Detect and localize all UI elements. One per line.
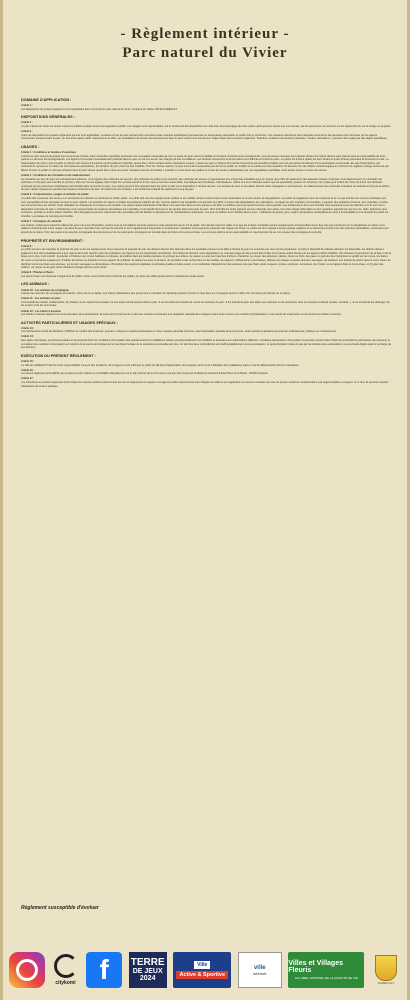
- article-text: Le présent règlement sera affiché aux entrées du parc naturel et consultable intégralement sur le site internet de la commune et au sein des locaux de la Mairie de Garéoult située Place de la Mairie - 83136 Garéoult.: [21, 372, 269, 376]
- article-text: Les enfants, notamment quand ils utilisent les jeux mis à leur disposition, restent sous la surveillance de leurs parents ou des personnes qui en ont la garde. Ces derniers devront veiller à ce que les enfants n'accèdent qu'aux équipements correspondant à leur âge tels que mentionné sur la signalétique en place et les utilisent conformément à leur usage. Les aires de jeux répondent aux normes de sécurité et sont régulièrement inspectées et entretenues. Certaines zones peuvent présenter des risques de chute. Le public est donc appelé à la plus grande vigilance et ne devra pas circuler hors des chemins matérialisés, notamment aux abords de la rivière. Pour des raisons de sécurité, la baignade des personnes et de tout animal de compagnie est interdite dans la rivière et les pièces d'eau. La commune décline toute responsabilité en cas d'accident lié au non-respect des consignes de sécurité.: [21, 223, 389, 234]
- citykomi-logo[interactable]: [52, 952, 80, 988]
- article-text: Il est interdit de troubler, d'effaroucher, de chasser ou de capturer les oiseaux ou tout autre animal présent dans le parc. Il est formellement interdit de nourrir les animaux du parc. Il est interdit de jeter des objets aux animaux ou de poursuivre ceux se trouvant en liberté (poules, canards...). Il est interdit de les déranger, de les exciter et de les tourmenter.: [21, 300, 390, 308]
- citykomi-icon: [54, 954, 78, 978]
- article-text: L'accès des animaux de compagnie est interdit, même tenus en laisse. Les chiens d'assistance aux personnes en situation de handicap peuvent circuler en tous lieux en compagnie de leur maître s'ils sont tenus au harnais ou en laisse.: [21, 292, 291, 296]
- terre-label-1: TERRE: [130, 957, 165, 968]
- ville-label-2: internet: [253, 970, 267, 976]
- citykomi-label: citykomi: [55, 980, 76, 986]
- ville-internet-logo: [238, 952, 282, 988]
- article-title: Article 10 : Les animaux de compagnie: [21, 288, 69, 292]
- crest-shield-icon: [375, 955, 397, 981]
- article-title: Article 17 :: [21, 377, 35, 381]
- article-text: Des règles techniques, environnementales et de propreté fixant les conditions d'occupation des emplacements et installations utilisés exceptionnellement sont établies et annexées aux autorisations délivrées. Certaines autorisations d'occupation temporaire peuvent faire l'objet de prescriptions particulières qui précisent et complètent les conditions d'occupation en fonction de la nature de l'événement et membrent la base de la redevance éventuellement due. Un état des lieux contradictoire est établi préalablement à toute occupation, et après libération totale du site par les titulaires des autorisations, les éventuels dégâts étant à la charge de ces derniers.: [21, 339, 391, 350]
- article-text: Les infractions au présent règlement feront l'objet d'un procès-verbal conformément aux lois et règlements en vigueur. Les agents publics assermentés sont chargés de veiller à son application et pourront constater par voie de procès-verbal les contraventions à la réglementation en vigueur. À ce titre, ils pourront requérir l'assistance de la force publique.: [21, 380, 389, 388]
- section-heading: PROPRETÉ ET ENVIRONNEMENT :: [21, 238, 85, 243]
- article-text: Il est strictement interdit de distribuer, d'afficher ou vendre des imprimés, journaux, insignes ou objets quelconques et d'une manière générale d'exercer, sauf autorisation spéciale de la commune, toute activité à caractère commercial, professionnel, politique ou confessionnel.: [21, 330, 337, 334]
- terre-de-jeux-logo: [129, 952, 167, 988]
- article-title: Article 7 : Consignes de sécurité: [21, 220, 62, 224]
- article-text: Les dispositions du présent règlement sont applicables dans l'enceinte du parc naturel du Vivier, Fontaine de Claste, 83136 GAREOULT.: [21, 107, 178, 111]
- section-heading: ACTIVITÉS PARTICULIÈRES ET USAGES SPÉCIAUX :: [21, 320, 118, 325]
- section-heading: DOMAINE D'APPLICATION :: [21, 98, 72, 102]
- villes-villages-fleuris-logo: [288, 952, 364, 988]
- article-title: Article 11 : Les animaux du parc: [21, 297, 61, 301]
- facebook-icon[interactable]: f: [86, 952, 122, 988]
- fleuris-label-1: Villes et Villages Fleuris: [288, 960, 343, 974]
- article-text: Les hôtels à insectes agissent sur la conservation de la biodiversité. Ils sont pour but de fournir un abri aux insectes contribuant à la régulation naturelle des ravageurs sans avoir recours aux produits phytosanitaires. Il est interdit de s'approcher ou de toucher les hôtels à insectes.: [21, 313, 342, 317]
- article-text: L'accès au parc naturel est gratuit tous les jours de l'année, sauf convention spécifique autorisant une occupation temporaire de tout ou partie du parc naturel et établie à l'occasion d'événements exceptionnels. Les personnes mineures sont placées durant leur séjour dans le parc naturel sous la responsabilité de leurs parents ou de leurs accompagnateurs. Les agents communaux éventuellement présents dans le parc ne sont en aucun cas chargés de leur surveillance. Les horaires d'ouverture et de fermeture sont affichés à l'entrée du parc. Le public est invité à quitter les lieux durant le quart d'heure précédant la fermeture du site. La fréquentation de celui-ci par le public en dehors des heures d'ouverture est formellement interdite, quand bien même certains accès resteraient ouverts. L'accès au parc en dehors des heures d'ouverture est toutefois possible pour les personnes bénéficiant d'une autorisation communale. En cas d'intempéries, par nécessité de service ou en raison de circonstances particulières, les horaires du parc pourront être modifiés. Pour les mêmes raisons, le parc pourra être temporairement fermé au public, en totalité ou en partie pour des questions de sécurité. En cas d'alerte météorologique au minimum de vigilance orange annoncée par Météo France, le public ne doit pas pénétrer dans le parc naturel quand bien même les accès n'auraient pas été verrouillés. Le public n'y aura accès aux jardins et zones de travaux matérialisées par une signalétique spécifique, ainsi qu'aux locaux et zones de service.: [21, 154, 389, 172]
- article-text: Les points d'eau sont réservés à l'agrément du public. Aussi, est-il strictement interdit de les polluer, d'y laver ses effets personnels et matériels de toutes sortes.: [21, 274, 205, 278]
- article-title: Article 12 : Les hôtels à insectes: [21, 309, 62, 313]
- article-text: La Ville de GAREOULT décline toute responsabilité vis-à-vis des accidents, dommages ou vols subis par le public du fait de la fréquentation des espaces verts ou de l'utilisation des installations sauf en cas de défectuosités dûment constatées.: [21, 363, 300, 367]
- section-heading: LES ANIMAUX :: [21, 282, 50, 287]
- article-title: Article 6 : Comportement, usages et activités du public: [21, 193, 89, 197]
- article-text: La circulation au sein du parc est exclusivement piétonne. À l'exception des véhicules de secours, des véhicules de police et de sécurité, des véhicules de service ou appartenant aux entreprises travaillant pour le compte de la Ville de Garéoult et des fauteuils roulants motorisés, tout stationnement ou circulation de véhicules ou d'engins sont interdits et pourront, dans les formes légales, faire l'objet d'un procès-verbal et d'une mise en fourrière automobile. La pratique des bicyclettes, rollerskateurs, rollers et à tous véhicules autres que les poussettes, jouets non terrestres, les cycles pour enfant de moins de 6 ans, les véhicules employés par les personnes handicapées est interdite dans l'enceinte du parc. Les cycles pourront être déposés dans les parcs à vélo mis à disposition à l'entrée du parc. Les entrées du parc et ses allées doivent rester dégagées en permanence. Le stationnement des véhicules motorisés est autorisé le long de la clôture du parc naturel uniquement pendant les horaires d'ouverture du parc. En dehors de ces horaires, il est strictement interdit de stationner le long du parc.: [21, 177, 390, 192]
- article-title: Article 4 : Conditions et horaires d'ouverture: [21, 150, 76, 154]
- instagram-icon[interactable]: [9, 952, 45, 988]
- active-label-1: Ville: [194, 961, 210, 969]
- page-title: [3, 0, 407, 62]
- tagline: Règlement susceptible d'évoluer: [21, 905, 99, 911]
- footer-logos: [9, 948, 401, 992]
- article-title: Article 5 : Conditions de circulation et de stationnement: [21, 174, 90, 177]
- section-heading: DISPOSITIONS GÉNÉRALES :: [21, 115, 76, 120]
- article-title: Article 9 : Plantes et fleurs: [21, 271, 54, 275]
- terre-label-3: 2024: [139, 975, 156, 982]
- article-title: Article 8 :: [21, 244, 33, 248]
- crest-label: GAREOULT: [377, 981, 395, 985]
- article-text: Le public doit conserver une tenue et un comportement décents et conformes à l'ordre public. Le public doit user des équipements publics et du mobilier urbain conformément à leur destination et ne pas causer de dégradations. Le public est également tenu de respecter et de ne pas toucher aux oeuvres artistiques qui sont susceptibles d'être exposées au sein du parc naturel. Les activités de nature à troubler la jouissance paisible du site, à porter atteinte à la tranquillité et la sécurité du public, à causer des dégradations aux plantations, ouvrages ou aux meubles et immeubles, à générer des pollutions diverses, sont interdites. L'accès aux zones fermées est interdit. Toute utilisation de chaussures à crampons est interdite. Les pique-niques individuels et familiaux sont autorisés dans la zone prévue à cet effet, à condition que la propreté des lieux soit respectée. Les barbecues et feux sont interdits. Des conteneurs pour les déchets et le tri sont mis à disposition à l'entrée du parc. L'introduction et la consommation de boissons alcoolisées sont interdites. Il est interdit de fumer et de vapoter dans l'enceinte du parc. Sont interdits les bruits gênants par leur intensité, leur durée, leur forte charge informative ou leur caractère agressif tels que les cris, radio, télévision sans écouteurs, pétards ou autres pièces d'artifice. Des dérogations pourront néanmoins être accordées afin de faciliter le déroulement de manifestations autorisées. Les jeux de ballons sont interdits dans le parc. L'utilisation de jouets, jeux, engins mécaniques susceptibles de nuire à la tranquillité et à la sécurité du public est interdite. La pratique du camping est interdite.: [21, 197, 389, 219]
- article-title: Article 16 :: [21, 368, 35, 372]
- fleuris-label-2: LE LABEL NATIONAL DE LA QUALITÉ DE VIE: [294, 976, 358, 980]
- article-text: Le public est tenu de respecter la propreté du parc et de ses équipements. Pour préserver la propreté du site, les détritus doivent être déposés dans les poubelles prévues à cet effet à l'entrée du parc ou emportés par ceux qui les produisent. Lorsqu'un dispositif de collecte sélective est disponible, les détritus doivent également être triés préalablement à leur rejet et ainsi être répartis selon les indications qui figurent sur les réceptacles spécifiques. Tout dépôt de déchets, toute dégradation ou mauvais usage du site pourra faire l'objet d'un procès-verbal dressé par les agents publics habilités. Afin d'assurer la protection de la flore et de la faune sur le site, il est interdit : de planter à l'intérieur des zones habitées et cultivées, de piétiner dans les parties plantées, de grimper aux arbres, de casser ou scier les branches d'arbres, d'arracher ou couper des arbustes, plantes, fleurs ou fruits, de graver ou peindre des inscriptions et graffiti sur les troncs, les bancs, les murs ou tout autre équipement, d'utiliser les arbres ou arbustes comme support de publicité, de polluer les eaux et la faune, de procéder à des recherches ou des fouilles, de capturer, d'effaroucher, pourchasser, détruire les oiseaux et autres animaux sauvages, de pratiquer une activité de pêche dans le cours d'eau, de distribuer de la nourriture aux animaux, sur le parc sauvages ou domestiques, d'introduire des espèces végétales et animales quelles qu'elles soient, et en particulier d'abandonner des animaux tels que chats, petits rongeurs, tortues, poissons, écrevisses, de circuler ou se baigner dans le cours d'eau, et d'y jeter des cailloux, d'y mener ou de jeter toute substance toxique dans le cours d'eau.: [21, 248, 391, 270]
- title-line-1: - Règlement intérieur -: [120, 26, 290, 42]
- regulation-body: [21, 94, 391, 389]
- title-line-2: Parc naturel du Vivier: [122, 45, 288, 61]
- article-title: Article 14 :: [21, 335, 35, 339]
- terre-label-2: DE JEUX: [132, 968, 163, 975]
- ville-active-sportive-logo: [173, 952, 231, 988]
- article-title: Article 15 :: [21, 359, 35, 363]
- article-title: Article 3 :: [21, 130, 33, 134]
- article-title: Article 13 :: [21, 326, 35, 330]
- article-text: Outre les dispositions du présent règlement qui leur sont applicables, certaines zones du parc peuvent être soumises à des mesures spécifiques (permanentes ou temporaires) auxquelles le public doit se conformer. Ces mesures restrictives sont indiquées sous forme de panneaux et/ou données par les agents communaux présents dans le parc, ou tout autre agent public missionné à cet effet. Les prestataires de service qui interviennent dans le parc naturel sont soumis aux règles fixées par le présent règlement. Toutefois, certaines interventions (entretien, travaux, animations...) peuvent être régies par des règles spécifiques.: [21, 133, 388, 141]
- article-title: Article 2 :: [21, 121, 33, 125]
- gareoult-crest-logo: [371, 952, 401, 988]
- active-label-2: Active & Sportive: [176, 971, 228, 979]
- article-title: Article 1 :: [21, 104, 33, 108]
- section-heading: USAGES :: [21, 144, 40, 149]
- ville-label-1: ville: [253, 964, 266, 971]
- article-text: Le parc naturel du Vivier est ouvert à tous les publics et placé sous la sauvegarde du public. Les usagers sont responsables, sur le fondement des dispositions du code civil, des dommages de toute nature qu'ils peuvent causer par eux-mêmes, par les personnes, les animaux ou les objets dont ils ont la charge ou la garde.: [21, 124, 391, 128]
- section-heading: EXÉCUTION DU PRÉSENT RÈGLEMENT :: [21, 353, 96, 358]
